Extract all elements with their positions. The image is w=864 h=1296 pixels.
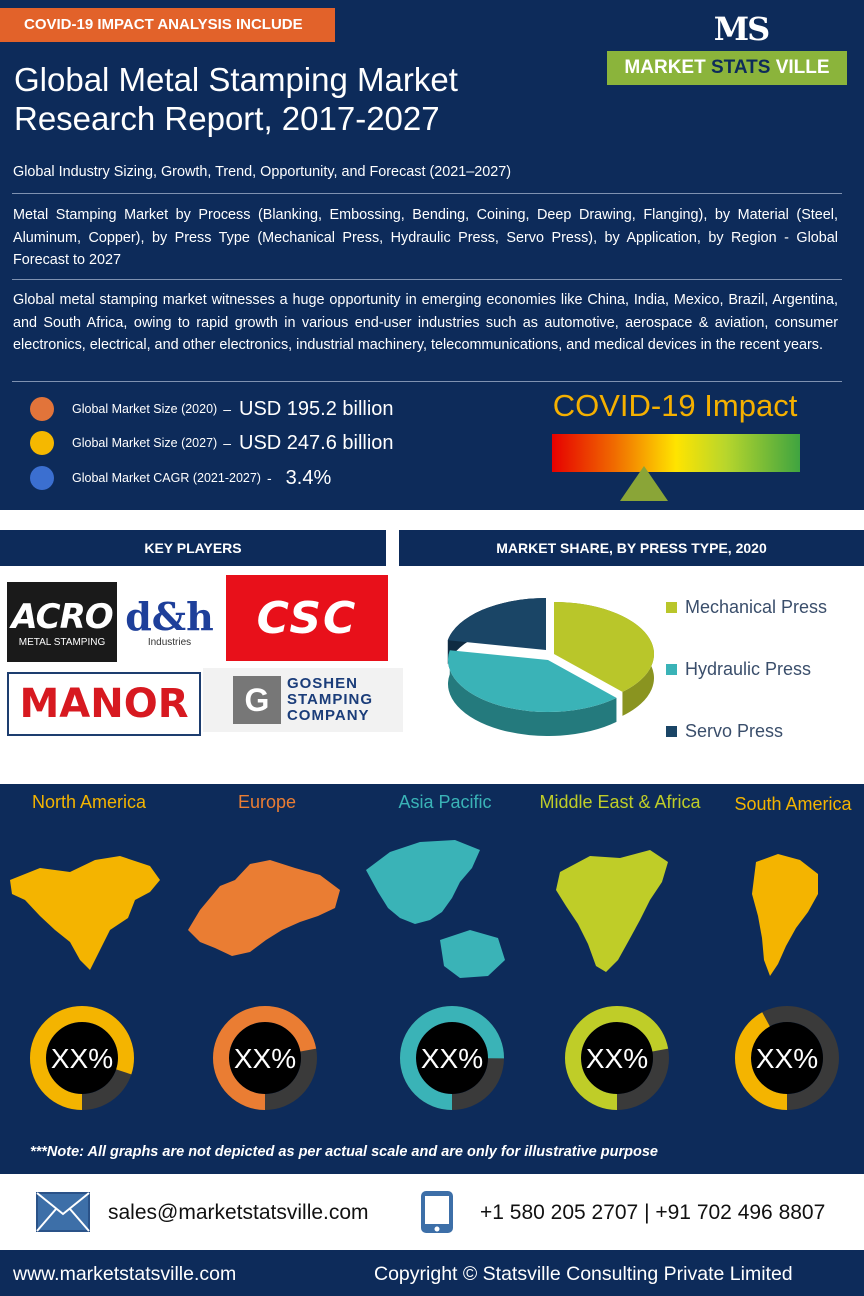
title-line-1: Global Metal Stamping Market [14, 61, 458, 98]
brand-logo-mark: MS [713, 10, 769, 48]
acro-metal-stamping-logo [7, 582, 117, 662]
stat-market-cagr [30, 465, 331, 491]
stat-value: 3.4% [285, 466, 332, 489]
email-icon [36, 1192, 90, 1232]
goshen-line-3: COMPANY [286, 707, 370, 724]
divider [12, 279, 842, 280]
acro-logo-sub: METAL STAMPING [18, 636, 106, 648]
page-title [14, 60, 584, 138]
key-players-heading: KEY PLAYERS [0, 530, 386, 566]
stat-value: USD 247.6 billion [239, 431, 394, 454]
legend-servo-press [666, 721, 783, 742]
ring-label: XX% [233, 1043, 297, 1074]
brand-word-ville: VILLE [770, 57, 830, 78]
stat-label: Global Market Size (2020) [72, 402, 218, 416]
stat-separator: - [266, 470, 272, 486]
legend-label: Hydraulic Press [685, 659, 812, 679]
legend-label: Mechanical Press [685, 597, 828, 617]
south-america-map-icon [752, 854, 818, 976]
goshen-line-1: GOSHEN [286, 675, 358, 692]
stat-label: Global Market Size (2027) [72, 436, 218, 450]
ring-asia-pacific [408, 1014, 496, 1102]
brand-logo-band [607, 51, 847, 85]
stat-value: USD 195.2 billion [239, 397, 394, 420]
dh-industries-logo [122, 582, 217, 662]
asia-pacific-map-icon [366, 840, 505, 978]
ring-label: XX% [585, 1043, 649, 1074]
divider [12, 381, 842, 382]
market-share-pie-chart [440, 596, 665, 736]
manor-logo-word: MANOR [19, 681, 189, 727]
orange-dot-icon [30, 397, 54, 421]
legend-swatch [666, 602, 677, 613]
divider [12, 193, 842, 194]
goshen-mark-icon: G [233, 676, 281, 724]
report-subtitle: Global Industry Sizing, Growth, Trend, Opportunity, and Forecast (2021–2027) [13, 164, 512, 180]
legend-swatch [666, 664, 677, 675]
contact-email[interactable]: sales@marketstatsville.com [108, 1201, 369, 1224]
csc-logo [226, 575, 388, 661]
stat-market-size-2027 [30, 430, 394, 456]
stat-separator: – [223, 435, 231, 451]
region-share-rings [0, 1000, 864, 1120]
middle-east-africa-map-icon [556, 850, 668, 972]
manor-logo [7, 672, 201, 736]
ring-label: XX% [755, 1043, 819, 1074]
region-maps [0, 820, 864, 980]
stat-separator: – [223, 401, 231, 417]
ring-europe [221, 1014, 309, 1102]
region-name-asia-pacific: Asia Pacific [398, 792, 492, 812]
stat-label: Global Market CAGR (2021-2027) [72, 471, 261, 485]
dh-logo-sub: Industries [147, 636, 192, 648]
ring-label: XX% [50, 1043, 114, 1074]
footnote: ***Note: All graphs are not depicted as per actual scale and are only for illustrative purpose [30, 1144, 658, 1160]
ring-north-america [38, 1014, 126, 1102]
covid-impact-gradient-bar [552, 434, 800, 472]
triangle-pointer-icon [620, 466, 668, 501]
report-summary: Global metal stamping market witnesses a huge opportunity in emerging economies like China, India, Mexico, Brazil, Argentina, and South Africa, owing to rapid growth in various end-user industries such as automotive, aerospace & aviation, consumer electronics, electrical, and other electronics, industrial machinery, telecommunications, and medical devices in the recent years. [13, 292, 838, 353]
region-name-europe: Europe [237, 792, 297, 812]
csc-logo-word: CSC [256, 592, 358, 644]
blue-dot-icon [30, 466, 54, 490]
legend-swatch [666, 726, 677, 737]
report-description: Metal Stamping Market by Process (Blanking, Embossing, Bending, Coining, Deep Drawing, Flanging), by Material (Steel, Aluminum, Copper), by Press Type (Mechanical Press, Hydraulic Press, Servo Press), by Application, by Region - Global Forecast to 2027 [13, 207, 838, 268]
brand-word-stats: STATS [710, 57, 771, 78]
footer-website-link[interactable]: www.marketstatsville.com [13, 1263, 237, 1285]
covid-tag: COVID-19 IMPACT ANALYSIS INCLUDE [0, 8, 335, 42]
covid-impact-title: COVID-19 Impact [552, 388, 798, 423]
goshen-line-2: STAMPING [286, 691, 374, 708]
ring-middle-east-africa [573, 1014, 661, 1102]
legend-mechanical-press [666, 597, 827, 618]
title-line-2: Research Report, 2017-2027 [14, 100, 440, 137]
legend-hydraulic-press [666, 659, 811, 680]
brand-word-market: MARKET [624, 57, 711, 78]
region-name-south-america: South America [734, 794, 852, 814]
contact-phone[interactable]: +1 580 205 2707 | +91 702 496 8807 [480, 1201, 826, 1224]
north-america-map-icon [10, 856, 160, 970]
goshen-stamping-logo [203, 668, 403, 732]
phone-icon [420, 1190, 454, 1234]
europe-map-icon [188, 860, 340, 956]
goshen-logo-words [287, 676, 373, 724]
acro-logo-word: ACRO [11, 596, 113, 637]
region-name-north-america: North America [31, 792, 147, 812]
dh-logo-word: d&h [125, 593, 214, 639]
market-share-heading: MARKET SHARE, BY PRESS TYPE, 2020 [399, 530, 864, 566]
region-name-middle-east-africa: Middle East & Africa [539, 792, 701, 812]
legend-label: Servo Press [685, 721, 784, 741]
ring-label: XX% [420, 1043, 484, 1074]
stat-market-size-2020 [30, 396, 394, 422]
footer-copyright: Copyright © Statsville Consulting Private Limited [374, 1263, 793, 1285]
yellow-dot-icon [30, 431, 54, 455]
ring-south-america [743, 1014, 831, 1102]
